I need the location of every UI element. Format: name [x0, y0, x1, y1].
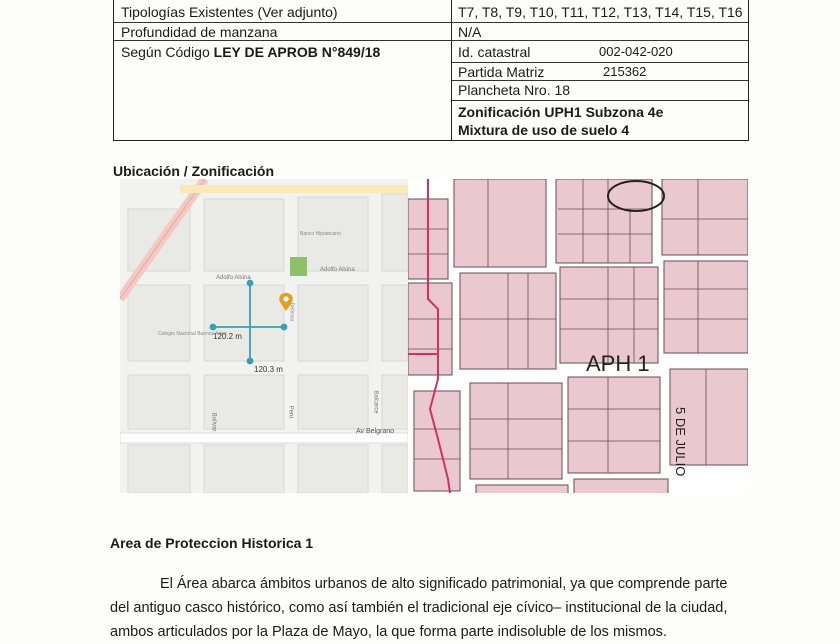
paragraph-line: del antiguo casco histórico, como así también el tradicional eje cívico– institucional de la ciudad, — [110, 600, 728, 616]
zoning-map — [408, 179, 748, 493]
mixtura: Mixtura de uso de suelo 4 — [458, 122, 630, 138]
catastral-value: 002-042-020 — [599, 44, 673, 59]
zonificacion: Zonificación UPH1 Subzona 4e — [458, 104, 664, 120]
street-label-bolivar: Bolívar — [210, 412, 217, 432]
codigo-prefix: Según Código — [121, 44, 214, 60]
depth-value: N/A — [458, 24, 482, 40]
street-label-5-de-julio: 5 DE JULIO — [673, 407, 688, 477]
column-divider — [451, 0, 452, 140]
street-label-balcarce: Balcarce — [372, 390, 379, 414]
depth-label: Profundidad de manzana — [121, 24, 278, 40]
typologies-label: Tipologías Existentes (Ver adjunto) — [121, 4, 338, 20]
street-label-belgrano: Av Belgrano — [356, 428, 395, 435]
codigo-label — [121, 44, 380, 60]
catastral-label: Id. catastral — [458, 44, 531, 60]
partida-label: Partida Matriz — [458, 64, 545, 80]
place-label-colegio: Colegio Nacional Buenos Aires — [158, 331, 227, 337]
plancheta: Plancheta Nro. 18 — [458, 82, 571, 98]
place-label-banco: Banco Hipotecario — [300, 231, 341, 237]
measure-1: 120.2 m — [213, 332, 242, 341]
street-label-defensa: Defensa — [288, 302, 295, 322]
paragraph — [110, 572, 750, 644]
section-heading: Area de Proteccion Historica 1 — [110, 535, 314, 551]
street-label-peru: Perú — [287, 405, 294, 419]
zoning-map-svg — [408, 179, 748, 493]
measure-2: 120.3 m — [254, 365, 283, 374]
zone-label: APH 1 — [586, 351, 650, 376]
paragraph-line: El Área abarca ámbitos urbanos de alto significado patrimonial, ya que comprende parte — [160, 576, 728, 592]
codigo-law: LEY DE APROB N°849/18 — [213, 44, 381, 60]
street-label-alsina-1: Adolfo Alsina — [216, 275, 251, 281]
typologies-value: T7, T8, T9, T10, T11, T12, T13, T14, T15, T16 — [458, 4, 743, 20]
section-title: Ubicación / Zonificación — [113, 163, 275, 179]
street-map — [120, 179, 408, 493]
partida-value: 215362 — [603, 64, 647, 79]
street-label-alsina-2: Adolfo Alsina — [320, 267, 355, 273]
paragraph-line: ambos articulados por la Plaza de Mayo, la que forma parte indisoluble de los mismos. — [110, 624, 667, 640]
info-table — [113, 0, 749, 141]
